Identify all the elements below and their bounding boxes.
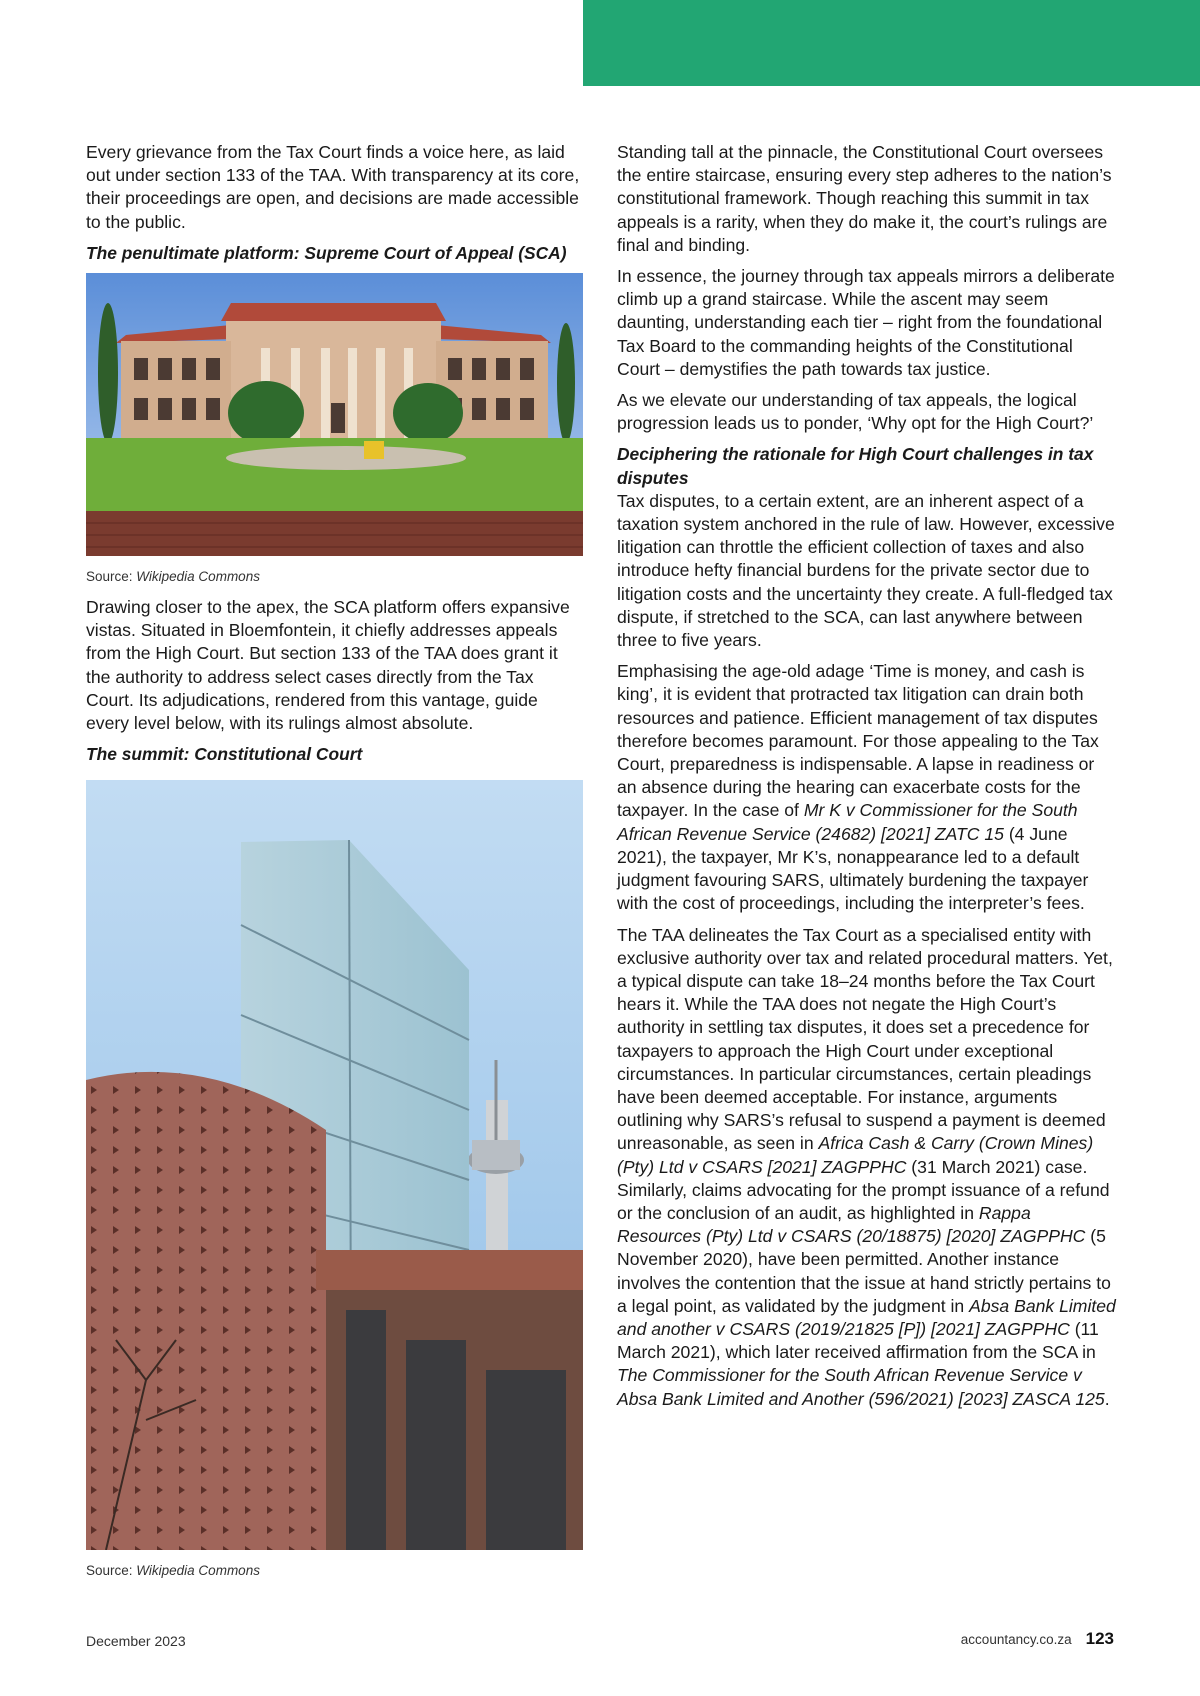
sca-paragraph: Drawing closer to the apex, the SCA platform offers expansive vistas. Situated in Bloemfontein, it chiefly addresses appeals from the High Court. But section 133 of the TAA does grant it the authority to address select cases directly from the Tax Court. Its adjudications, rendered from this vantage, guide every level below, with its rulings almost absolute. [86, 597, 570, 734]
footer-site: accountancy.co.za [960, 1632, 1072, 1647]
footer-right [961, 1629, 1114, 1649]
paragraph-time-is-money: Emphasising the age-old adage ‘Time is money, and cash is king’, it is evident that protracted tax litigation can drain both resources and patience. Efficient management of tax disputes therefore becomes paramount. For those appealing to the Tax Court, preparedness is indispensable. A lapse in readiness or an absence during the hearing can exacerbate costs for the taxpayer. In the case of Mr K v Commissioner for the South African Revenue Service (24682) [2021] ZATC 15 (4 June 2021), the taxpayer, Mr K’s, nonappearance led to a default judgment favouring SARS, ultimately burdening the taxpayer with the cost of proceedings, including the interpreter’s fees. [617, 661, 1099, 914]
case-citation: Africa Cash & Carry (Crown Mines) (Pty) Ltd v CSARS [2021] ZAGPPHC [617, 1133, 1094, 1177]
sca-building-photo [86, 273, 583, 556]
footer-date: December 2023 [86, 1633, 186, 1649]
case-citation: Mr K v Commissioner for the South African Revenue Service (24682) [2021] ZATC 15 [617, 800, 1078, 844]
constitutional-court-photo [86, 780, 583, 1550]
photo-caption-cc [86, 1562, 583, 1580]
intro-paragraph: Every grievance from the Tax Court finds a voice here, as laid out under section 133 of the TAA. With transparency at its core, their proceedings are open, and decisions are made accessible to the public. [86, 142, 580, 232]
caption-source: Wikipedia Commons [136, 1563, 260, 1579]
caption-source: Wikipedia Commons [136, 569, 260, 585]
paragraph-why-high-court: As we elevate our understanding of tax appeals, the logical progression leads us to ponder, ‘Why opt for the High Court?’ [617, 390, 1094, 434]
heading-constitutional-court: The summit: Constitutional Court [86, 744, 363, 765]
case-citation: Rappa Resources (Pty) Ltd v CSARS (20/18875) [2020] ZAGPPHC [617, 1202, 1086, 1247]
paragraph-essence: In essence, the journey through tax appeals mirrors a deliberate climb up a grand staircase. While the ascent may seem daunting, understanding each tier – right from the foundational Tax Board to the commanding heights of the Constitutional Court – demystifies the path towards tax justice. [617, 266, 1115, 379]
photo-caption-sca [86, 568, 583, 586]
case-citation: Absa Bank Limited and another v CSARS (2019/21825 [P]) [2021] ZAGPPHC [617, 1295, 1116, 1339]
case-citation: The Commissioner for the South African Revenue Service v Absa Bank Limited and Another (596/2021) [2023] ZASCA 125 [617, 1365, 1105, 1409]
header-accent-bar [583, 0, 1200, 86]
right-column [617, 141, 1117, 1411]
paragraph-tax-disputes: Tax disputes, to a certain extent, are an inherent aspect of a taxation system anchored in the rule of law. However, excessive litigation can throttle the efficient collection of taxes and also introduce hefty financial burdens for the private sector due to litigation costs and the uncertainty they create. A full-fledged tax dispute, if stretched to the SCA, can last anywhere between three to five years. [617, 490, 1115, 651]
caption-prefix: Source: [86, 569, 137, 585]
paragraph-taa-delineates: The TAA delineates the Tax Court as a specialised entity with exclusive authority over tax and related procedural matters. Yet, a typical dispute can take 18–24 months before the Tax Court hears it. While the TAA does not negate the High Court’s authority in settling tax disputes, it does set a precedence for taxpayers to approach the High Court under exceptional circumstances. In particular circumstances, certain pleadings have been deemed acceptable. For instance, arguments outlining why SARS’s refusal to suspend a payment is deemed unreasonable, as seen in Africa Cash & Carry (Crown Mines) (Pty) Ltd v CSARS [2021] ZAGPPHC (31 March 2021) case. Similarly, claims advocating for the prompt issuance of a refund or the conclusion of an audit, as highlighted in Rappa Resources (Pty) Ltd v CSARS (20/18875) [2020] ZAGPPHC (5 November 2020), have been permitted. Another instance involves the contention that the issue at hand strictly pertains to a legal point, as validated by the judgment in Absa Bank Limited and another v CSARS (2019/21825 [P]) [2021] ZAGPPHC (11 March 2021), which later received affirmation from the SCA in The Commissioner for the South African Revenue Service v Absa Bank Limited and Another (596/2021) [2023] ZASCA 125. [617, 924, 1116, 1409]
heading-sca: The penultimate platform: Supreme Court of Appeal (SCA) [86, 242, 567, 263]
paragraph-constitutional-court: Standing tall at the pinnacle, the Constitutional Court oversees the entire staircase, ensuring every step adheres to the nation’s constitutional framework. Though reaching this summit in tax appeals is a rarity, when they do make it, the court’s rulings are final and binding. [617, 142, 1112, 255]
heading-rationale: Deciphering the rationale for High Court challenges in tax disputes [617, 444, 1094, 488]
left-column [86, 141, 583, 1580]
caption-prefix: Source: [86, 1563, 137, 1579]
page-number: 123 [1085, 1629, 1114, 1648]
